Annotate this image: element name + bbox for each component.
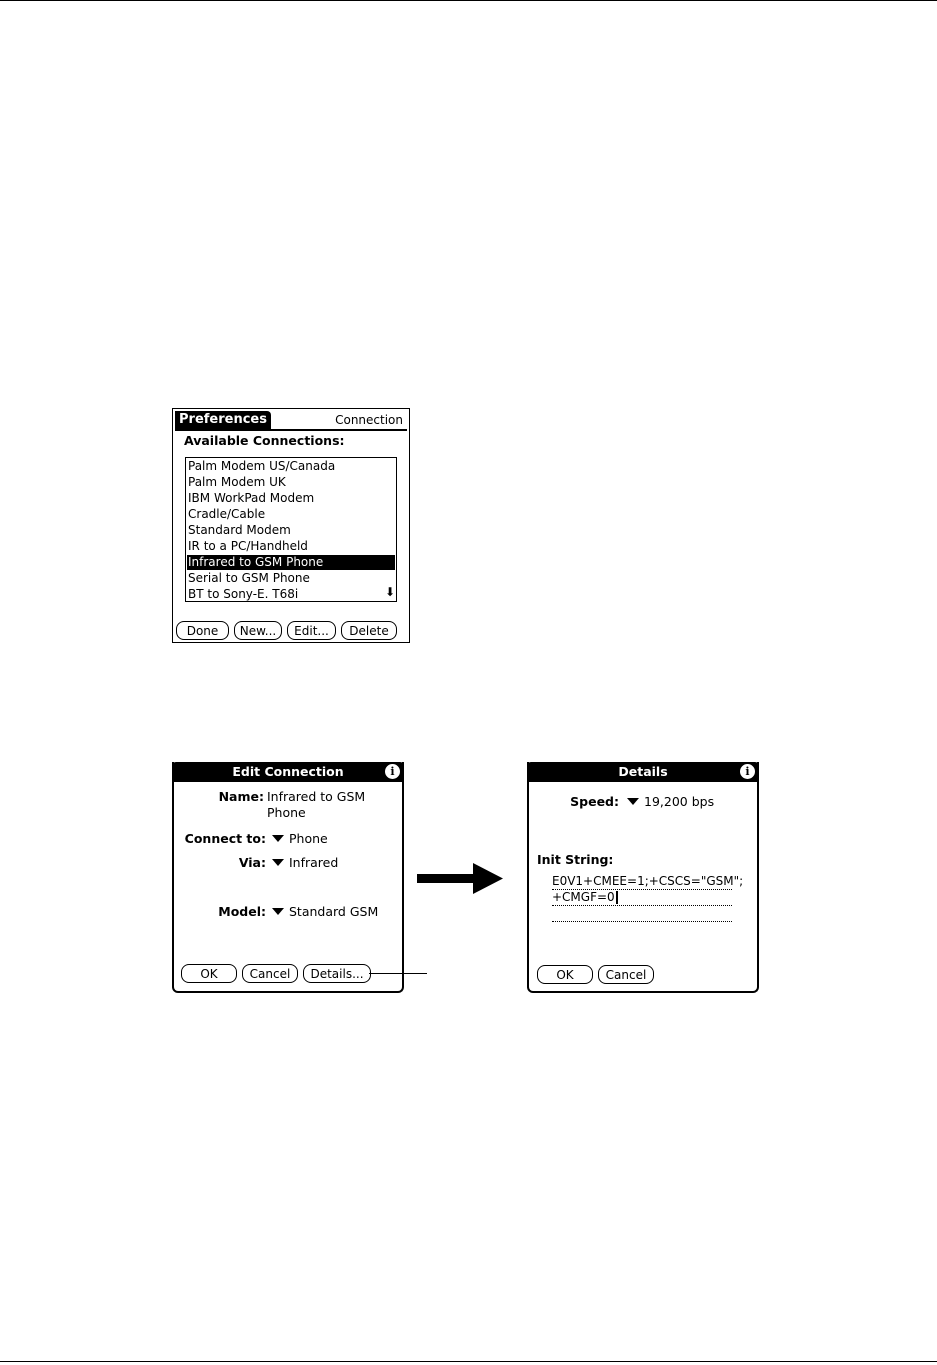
- edit-connection-dialog: [172, 762, 404, 993]
- dropdown-triangle-icon: [627, 798, 639, 805]
- name-label: Name:: [218, 789, 264, 804]
- init-string-line-2-text: +CMGF=0: [552, 890, 615, 904]
- speed-picker[interactable]: [627, 794, 714, 809]
- dialog-title: Edit Connection: [232, 764, 344, 779]
- preferences-tab[interactable]: Preferences: [175, 411, 271, 429]
- text-field-underline: [552, 921, 732, 922]
- details-button[interactable]: Details...: [303, 964, 371, 983]
- ok-button[interactable]: OK: [537, 965, 593, 984]
- model-label: Model:: [218, 904, 266, 919]
- connect-to-picker[interactable]: [272, 831, 328, 846]
- details-callout-line: [369, 973, 427, 974]
- name-value-line-1[interactable]: Infrared to GSM: [267, 789, 366, 804]
- dialog-title: Details: [618, 764, 668, 779]
- done-button[interactable]: Done: [176, 621, 229, 640]
- new-button[interactable]: New...: [234, 621, 282, 640]
- list-item[interactable]: Serial to GSM Phone: [188, 571, 310, 585]
- page-bottom-rule: [0, 1361, 937, 1362]
- init-string-label: Init String:: [537, 852, 614, 867]
- edit-button[interactable]: Edit...: [287, 621, 336, 640]
- dropdown-triangle-icon: [272, 859, 284, 866]
- connect-to-value: Phone: [289, 831, 328, 846]
- name-value-line-2[interactable]: Phone: [267, 805, 306, 820]
- info-icon[interactable]: i: [385, 764, 400, 779]
- delete-button[interactable]: Delete: [341, 621, 397, 640]
- via-picker[interactable]: [272, 855, 338, 870]
- model-picker[interactable]: [272, 904, 378, 919]
- init-string-line-1[interactable]: E0V1+CMEE=1;+CSCS="GSM";: [552, 874, 744, 888]
- cancel-button[interactable]: Cancel: [242, 964, 298, 983]
- via-value: Infrared: [289, 855, 339, 870]
- speed-value: 19,200 bps: [644, 794, 715, 809]
- dialog-title-bar: [527, 762, 759, 782]
- list-item[interactable]: IR to a PC/Handheld: [188, 539, 308, 553]
- dialog-title-bar: [172, 762, 404, 782]
- dropdown-triangle-icon: [272, 835, 284, 842]
- list-item-selected[interactable]: Infrared to GSM Phone: [187, 555, 395, 570]
- text-cursor: [616, 891, 618, 904]
- list-item[interactable]: BT to Sony-E. T68i: [188, 587, 299, 601]
- model-value: Standard GSM: [289, 904, 379, 919]
- init-string-line-2[interactable]: [552, 890, 618, 904]
- speed-label: Speed:: [570, 794, 619, 809]
- info-icon[interactable]: i: [740, 764, 755, 779]
- flow-arrow-icon: [415, 862, 505, 896]
- cancel-button[interactable]: Cancel: [598, 965, 654, 984]
- title-underline: [175, 429, 407, 431]
- list-item[interactable]: Standard Modem: [188, 523, 291, 537]
- preferences-connection-screen: [172, 408, 410, 643]
- list-item[interactable]: Cradle/Cable: [188, 507, 266, 521]
- page-top-rule: [0, 0, 937, 1]
- connect-to-label: Connect to:: [184, 831, 266, 846]
- list-item[interactable]: Palm Modem US/Canada: [188, 459, 336, 473]
- list-item[interactable]: IBM WorkPad Modem: [188, 491, 315, 505]
- text-field-underline: [552, 905, 732, 906]
- connections-list[interactable]: [185, 457, 397, 602]
- details-dialog: [527, 762, 759, 993]
- panel-name[interactable]: Connection: [335, 413, 403, 427]
- via-label: Via:: [238, 855, 266, 870]
- scroll-down-arrow-icon[interactable]: ⬇: [384, 585, 395, 599]
- ok-button[interactable]: OK: [181, 964, 237, 983]
- dropdown-triangle-icon: [272, 908, 284, 915]
- available-connections-label: Available Connections:: [184, 433, 345, 448]
- list-item[interactable]: Palm Modem UK: [188, 475, 286, 489]
